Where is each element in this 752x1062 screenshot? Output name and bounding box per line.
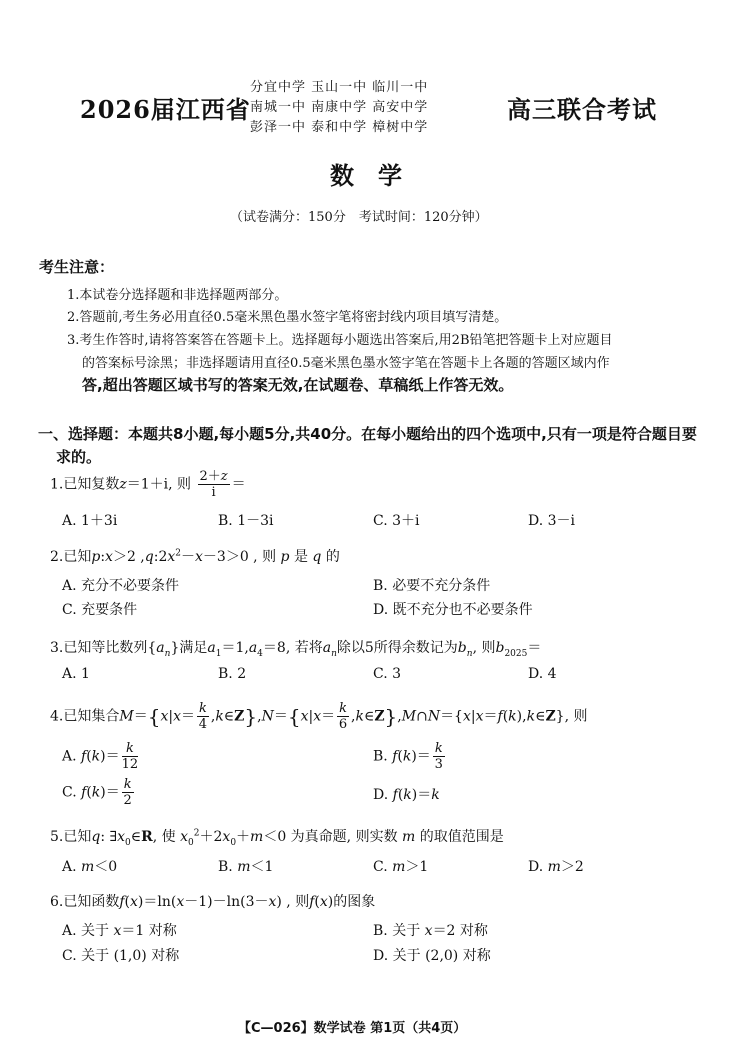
option-d: D. 3－i: [528, 513, 576, 529]
option-a: A. 充分不必要条件: [62, 578, 180, 594]
option-c: C. m＞1: [373, 859, 429, 875]
exam-info: （试卷满分：150分 考试时间：120分钟）: [230, 210, 488, 225]
subject-title: 数学: [330, 161, 426, 190]
fraction: $\frac{2+z}{i}$: [199, 469, 228, 500]
year-province: 2026届江西省: [80, 95, 251, 124]
option-b: B. 2: [218, 666, 247, 682]
option-b: B. 关于 x＝2 对称: [373, 923, 488, 939]
section-heading: 一、选择题：本题共8小题,每小题5分,共40分。在每小题给出的四个选项中,只有一项是符合题目要: [38, 425, 697, 443]
question-3: 3.已知等比数列$\{a_n\}$满足$a_1=1,a_4=8$, 若将$a_n$除以5所得余数记为$b_n$, 则$b_{2025}=$: [50, 640, 542, 659]
note-item: 3.考生作答时,请将答案答在答题卡上。选择题每小题选出答案后,用2B铅笔把答题卡上对应题目: [67, 333, 613, 348]
option-a: A. f(k)＝ $\frac{k}{12}$: [62, 741, 139, 772]
option-a: A. m＜0: [62, 859, 118, 875]
option-c: C. 充要条件: [62, 602, 138, 618]
option-c: C. 3: [373, 666, 402, 682]
option-a: A. 1: [62, 666, 90, 682]
school-list: [250, 78, 428, 138]
school-row: 分宜中学 玉山一中 临川一中: [250, 80, 429, 95]
question-6: 6.已知函数f(x)＝ln(x－1)－ln(3－x) , 则f(x)的图象: [50, 894, 376, 910]
notes-title: 考生注意：: [39, 258, 115, 276]
option-c: C. 关于 (1,0) 对称: [62, 948, 180, 964]
school-row: 彭泽一中 泰和中学 樟树中学: [250, 120, 429, 135]
note-item: 答,超出答题区域书写的答案无效,在试题卷、草稿纸上作答无效。: [82, 376, 514, 394]
option-a: A. 1＋3i: [62, 513, 118, 529]
question-1: 1.已知复数z＝1＋i, 则 $\frac{2+z}{i}$ ＝: [50, 469, 246, 500]
option-a: A. 关于 x＝1 对称: [62, 923, 177, 939]
school-row: 南城一中 南康中学 高安中学: [250, 100, 429, 115]
question-2: 2.已知p:x＞2 $,q:2x^2-x-3>0$ , 则 p 是 q 的: [50, 548, 340, 565]
note-item: 的答案标号涂黑；非选择题请用直径0.5毫米黑色墨水签字笔在答题卡上各题的答题区域内作: [82, 356, 610, 371]
exam-header: [80, 78, 680, 138]
page-footer: 【C—026】数学试卷 第1页（共4页）: [238, 1021, 467, 1036]
note-item: 2.答题前,考生务必用直径0.5毫米黑色墨水签字笔将密封线内项目填写清楚。: [67, 310, 508, 325]
section-heading-cont: 求的。: [56, 448, 102, 466]
option-c: C. f(k)＝ $\frac{k}{2}$: [62, 777, 132, 808]
exam-name: 高三联合考试: [507, 95, 657, 124]
option-d: D. 4: [528, 666, 557, 682]
option-d: D. f(k)＝k: [373, 787, 440, 803]
option-d: D. 既不充分也不必要条件: [373, 602, 533, 618]
option-c: C. 3＋i: [373, 513, 420, 529]
option-b: B. f(k)＝ $\frac{k}{3}$: [373, 741, 443, 772]
option-d: D. m＞2: [528, 859, 584, 875]
note-item: 1.本试卷分选择题和非选择题两部分。: [67, 288, 288, 303]
option-b: B. 1－3i: [218, 513, 274, 529]
question-4: 4.已知集合M＝{x|x＝ $\frac{k}{4}$ ,k∈Z},N＝{x|x＝ $\frac{k}{6}$ ,k∈Z},M∩N＝{x|x＝f(k),k∈Z}, 则: [50, 701, 588, 732]
option-b: B. m＜1: [218, 859, 274, 875]
question-5: 5.已知q: $\exists x_0\in R$, 使 $x_0^2+2x_0+m<0$ 为真命题, 则实数 m 的取值范围是: [50, 828, 504, 848]
option-d: D. 关于 (2,0) 对称: [373, 948, 491, 964]
option-b: B. 必要不充分条件: [373, 578, 491, 594]
